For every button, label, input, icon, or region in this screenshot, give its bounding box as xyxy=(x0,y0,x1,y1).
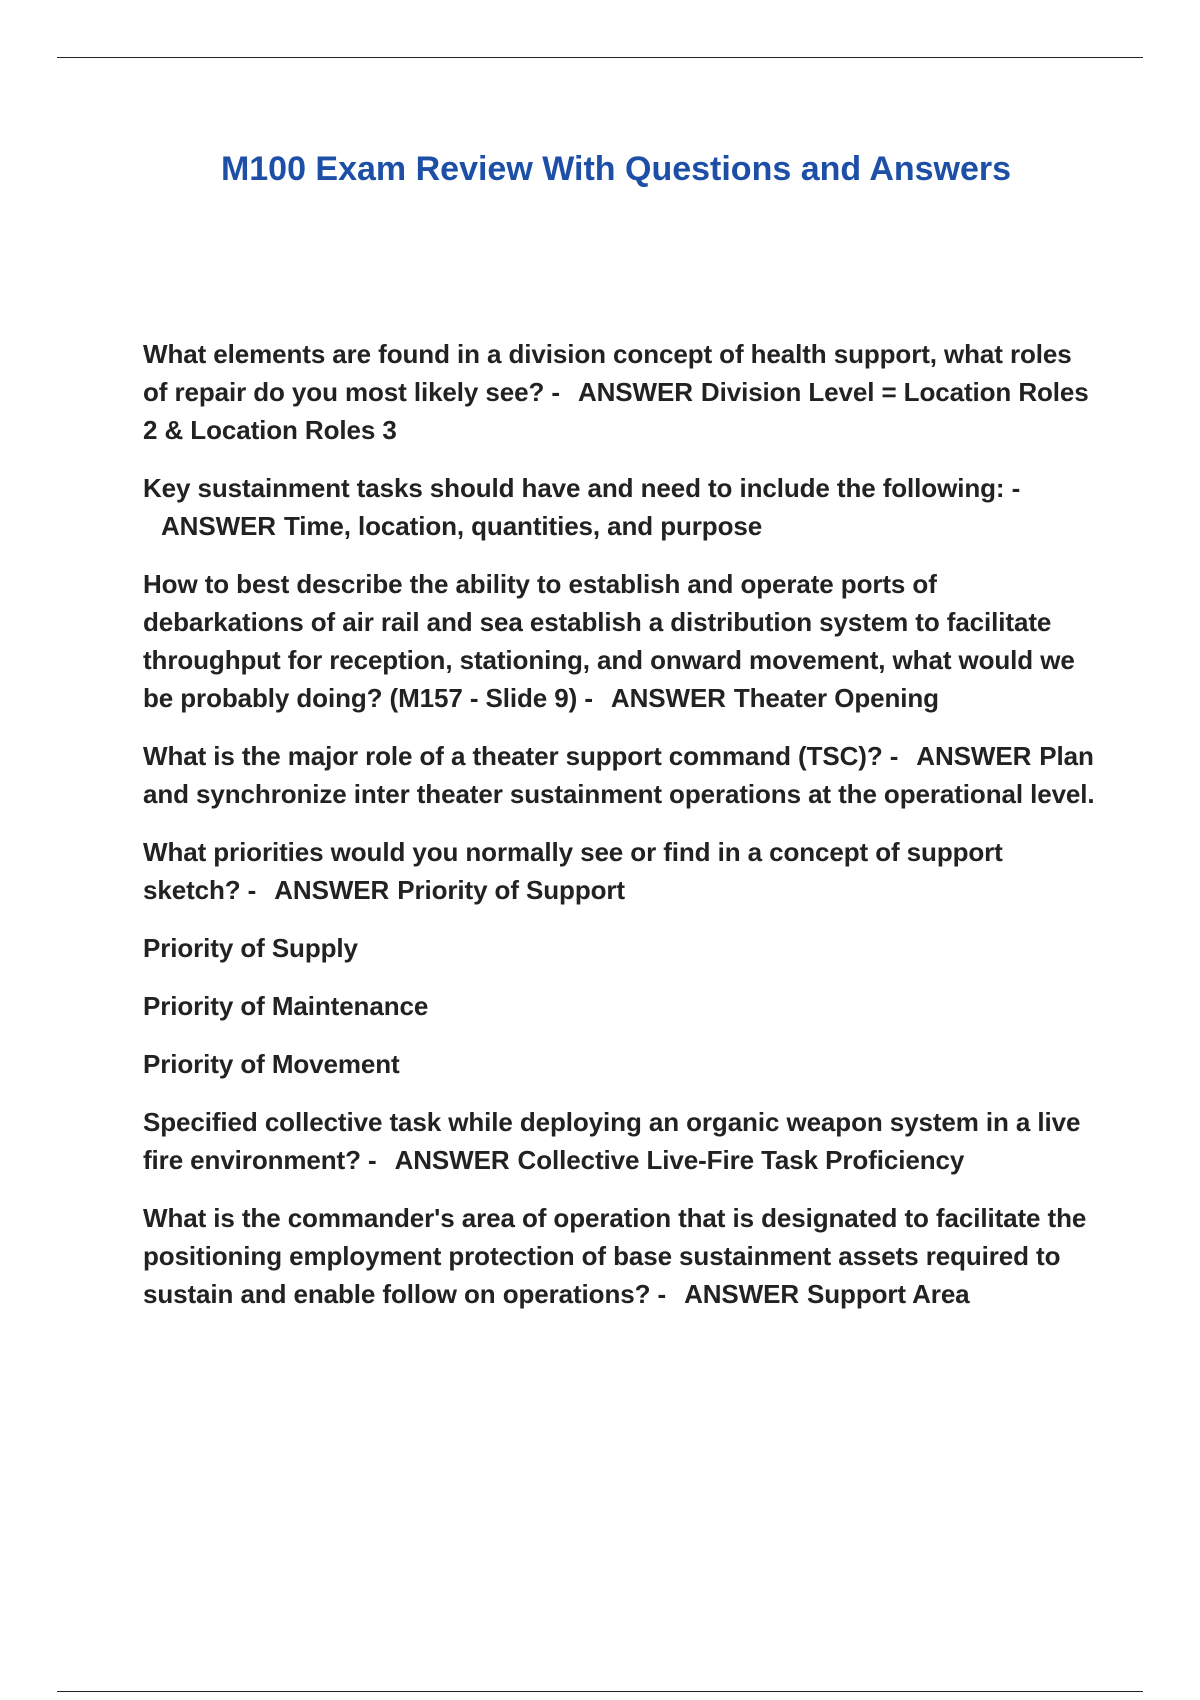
answer-label: ANSWER xyxy=(610,683,726,713)
question-text: What is the commander's area of operation that is designated to facilitate the positioning employment protection of base sustainment assets required to sustain and enable follow on operations? - xyxy=(143,1203,1087,1309)
document-title: M100 Exam Review With Questions and Answers xyxy=(220,150,1012,188)
question-text: Key sustainment tasks should have and need to include the following: - xyxy=(143,473,1021,503)
answer-text: Time, location, quantities, and purpose xyxy=(283,511,763,541)
priority-line: Priority of Movement xyxy=(143,1049,400,1079)
qa-list xyxy=(143,335,1103,1333)
qa-item-9 xyxy=(143,1103,1103,1179)
answer-label: ANSWER xyxy=(394,1145,510,1175)
answer-text: Plan and synchronize inter theater sustainment operations at the operational level. xyxy=(143,741,1095,809)
answer-text: Priority of Support xyxy=(397,875,625,905)
question-text: What elements are found in a division concept of health support, what roles of repair do you most likely see? - xyxy=(143,339,1072,407)
qa-item-10 xyxy=(143,1199,1103,1313)
question-text: How to best describe the ability to establish and operate ports of debarkations of air rail and sea establish a distribution system to facilitate throughput for reception, stationing, and onward movement, what would we be probably doing? (M157 - Slide 9) - xyxy=(143,569,1075,713)
qa-item-4 xyxy=(143,737,1103,813)
qa-item-1 xyxy=(143,335,1103,449)
question-text: What is the major role of a theater support command (TSC)? - xyxy=(143,741,899,771)
answer-text: Theater Opening xyxy=(733,683,939,713)
answer-label: ANSWER xyxy=(684,1279,800,1309)
answer-label: ANSWER xyxy=(274,875,390,905)
answer-text: Division Level = Location Roles 2 & Location Roles 3 xyxy=(143,377,1089,445)
answer-label: ANSWER xyxy=(916,741,1032,771)
answer-label: ANSWER xyxy=(577,377,693,407)
qa-item-5 xyxy=(143,833,1103,909)
answer-label: ANSWER xyxy=(161,511,276,541)
answer-text: Collective Live-Fire Task Proficiency xyxy=(517,1145,965,1175)
qa-item-3 xyxy=(143,565,1103,717)
top-rule xyxy=(57,57,1143,58)
bottom-rule xyxy=(57,1691,1143,1692)
question-text: What priorities would you normally see or find in a concept of support sketch? - xyxy=(143,837,1003,905)
answer-text: Support Area xyxy=(807,1279,970,1309)
question-text: Specified collective task while deploying an organic weapon system in a live fire environment? - xyxy=(143,1107,1081,1175)
priority-line: Priority of Maintenance xyxy=(143,991,429,1021)
priority-line: Priority of Supply xyxy=(143,933,358,963)
qa-item-2 xyxy=(143,469,1103,545)
